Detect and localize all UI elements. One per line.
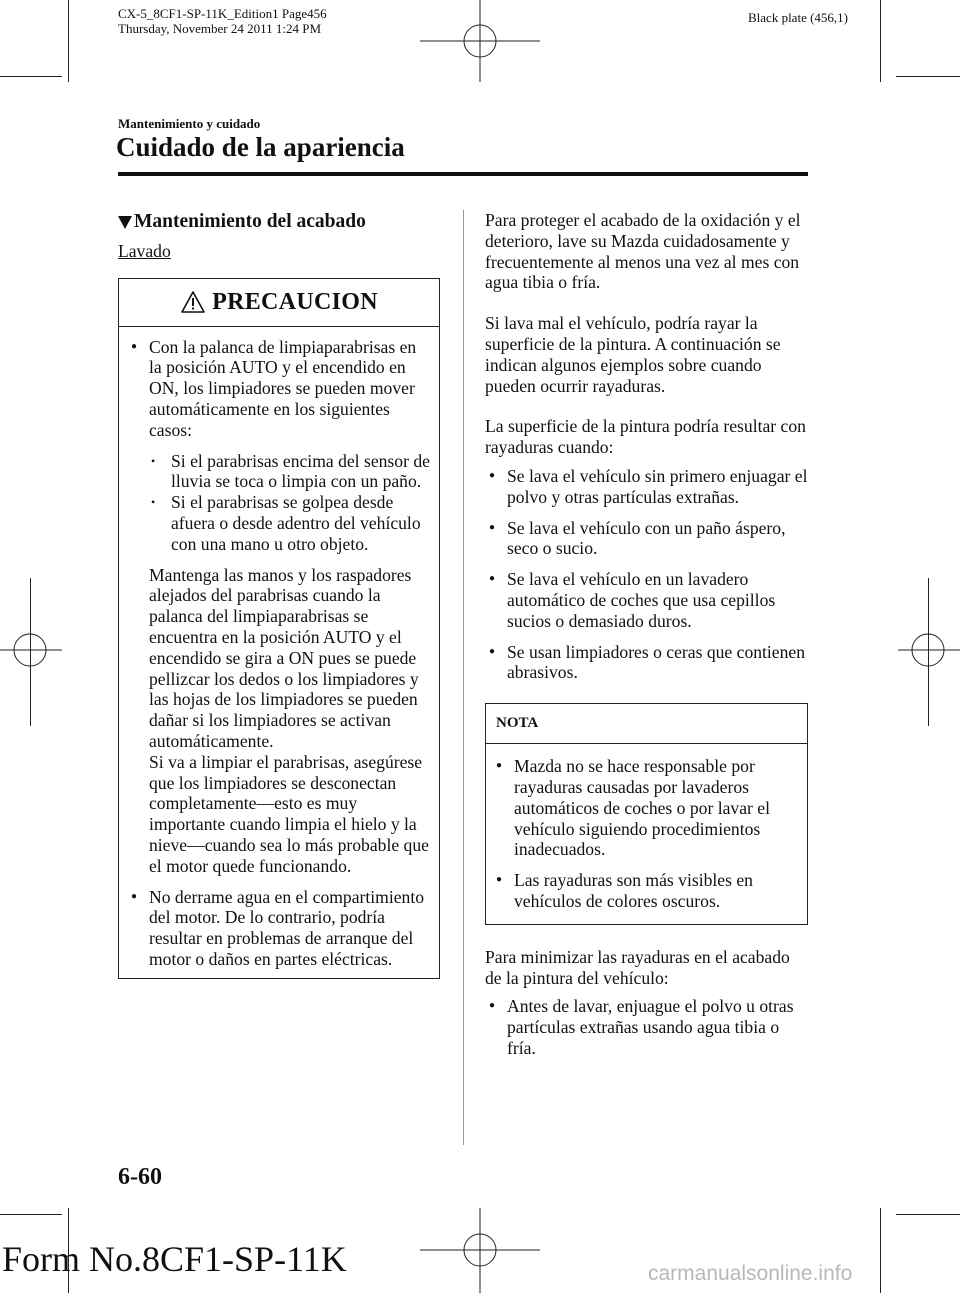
crop-mark <box>0 1214 62 1215</box>
note-item: ● Las rayaduras son más visibles en vehículos de colores oscuros. <box>492 870 801 912</box>
caution-bullet: ● Con la palanca de limpiaparabrisas en la posición AUTO y el encendido en ON, los limpiadores se pueden mover automáticamente en los siguientes casos: <box>129 337 433 441</box>
crop-mark <box>0 76 62 77</box>
caution-sub-item: • Si el parabrisas encima del sensor de lluvia se toca o limpia con un paño. <box>129 451 433 493</box>
watermark: carmanualsonline.info <box>648 1262 853 1285</box>
caution-title: PRECAUCION <box>212 288 378 315</box>
list-item: ● Se lava el vehículo sin primero enjuagar el polvo y otras partículas extrañas. <box>485 466 808 508</box>
caution-header <box>119 279 439 327</box>
subsection-title-text: Mantenimiento del acabado <box>134 211 366 232</box>
form-number: Form No.8CF1-SP-11K <box>2 1239 347 1279</box>
note-title: NOTA <box>486 704 807 744</box>
crop-mark <box>896 76 960 77</box>
page-number: 6-60 <box>118 1164 162 1190</box>
caution-body <box>119 327 439 978</box>
note-body <box>486 744 807 924</box>
crop-mark <box>880 1208 881 1293</box>
paragraph: La superficie de la pintura podría resultar con rayaduras cuando: <box>485 416 806 458</box>
title-rule <box>118 172 808 176</box>
plate-label: Black plate (456,1) <box>748 10 848 25</box>
section-label: Mantenimiento y cuidado <box>118 116 261 131</box>
caution-sub-item: • Si el parabrisas se golpea desde afuera o desde adentro del vehículo con una mano u otro objeto. <box>129 492 433 554</box>
list-item: ● Se lava el vehículo en un lavadero automático de coches que usa cepillos sucios o demasiado duros. <box>485 569 808 631</box>
caution-box <box>118 278 440 979</box>
page-title: Cuidado de la apariencia <box>116 132 405 162</box>
paragraph: Para minimizar las rayaduras en el acabado de la pintura del vehículo: <box>485 946 790 988</box>
print-date-line: Thursday, November 24 2011 1:24 PM <box>118 21 322 36</box>
warning-icon <box>180 290 206 314</box>
print-info <box>118 6 327 36</box>
registration-mark-left <box>0 610 62 690</box>
registration-mark-bottom <box>410 1208 550 1293</box>
list-item: ● Se usan limpiadores o ceras que contienen abrasivos. <box>485 642 808 684</box>
subheading-lavado: Lavado <box>118 240 171 261</box>
caution-paragraph: Mantenga las manos y los raspadores alejados del parabrisas cuando la palanca del limpiaparabrisas se encuentra en la posición AUTO y el encendido se gira a ON pues se puede pellizcar los dedos o los limpiadores y las hojas de los limpiadores se pueden dañar si los limpiadores se activan automáticamente. <box>149 564 419 751</box>
print-file-line: CX-5_8CF1-SP-11K_Edition1 Page456 <box>118 6 327 21</box>
paragraph: Si lava mal el vehículo, podría rayar la superficie de la pintura. A continuación se indican algunos ejemplos sobre cuando pueden ocurrir rayaduras. <box>485 313 781 396</box>
list-item: ● Se lava el vehículo con un paño áspero, seco o sucio. <box>485 518 808 560</box>
note-item: ● Mazda no se hace responsable por rayaduras causadas por lavaderos automáticos de coches o por lavar el vehículo siguiendo procedimientos inadecuados. <box>492 756 801 860</box>
list-item: ● Antes de lavar, enjuague el polvo u otras partículas extrañas usando agua tibia o fría. <box>485 996 808 1058</box>
column-divider <box>463 210 464 1145</box>
crop-mark <box>896 1214 960 1215</box>
paragraph: Para proteger el acabado de la oxidación y el deterioro, lave su Mazda cuidadosamente y frecuentemente al menos una vez al mes con agua tibia o fría. <box>485 210 801 293</box>
crop-mark <box>880 0 881 82</box>
caution-bullet: ● No derrame agua en el compartimiento del motor. De lo contrario, podría resultar en problemas de arranque del motor o daños en partes eléctricas. <box>129 887 433 970</box>
right-column <box>485 210 808 1069</box>
crop-mark <box>68 0 69 82</box>
left-column <box>118 210 440 979</box>
caution-sub-list <box>129 451 433 555</box>
subsection-title <box>118 212 440 233</box>
triangle-down-icon <box>118 216 132 229</box>
registration-mark-right <box>898 610 960 690</box>
caution-paragraph: Si va a limpiar el parabrisas, asegúrese que los limpiadores se desconectan completamente―esto es muy importante cuando limpia el hielo y la nieve―cuando sea lo más probable que el motor quede funcionando. <box>149 751 429 876</box>
note-box <box>485 703 808 925</box>
registration-mark-top <box>410 0 550 82</box>
